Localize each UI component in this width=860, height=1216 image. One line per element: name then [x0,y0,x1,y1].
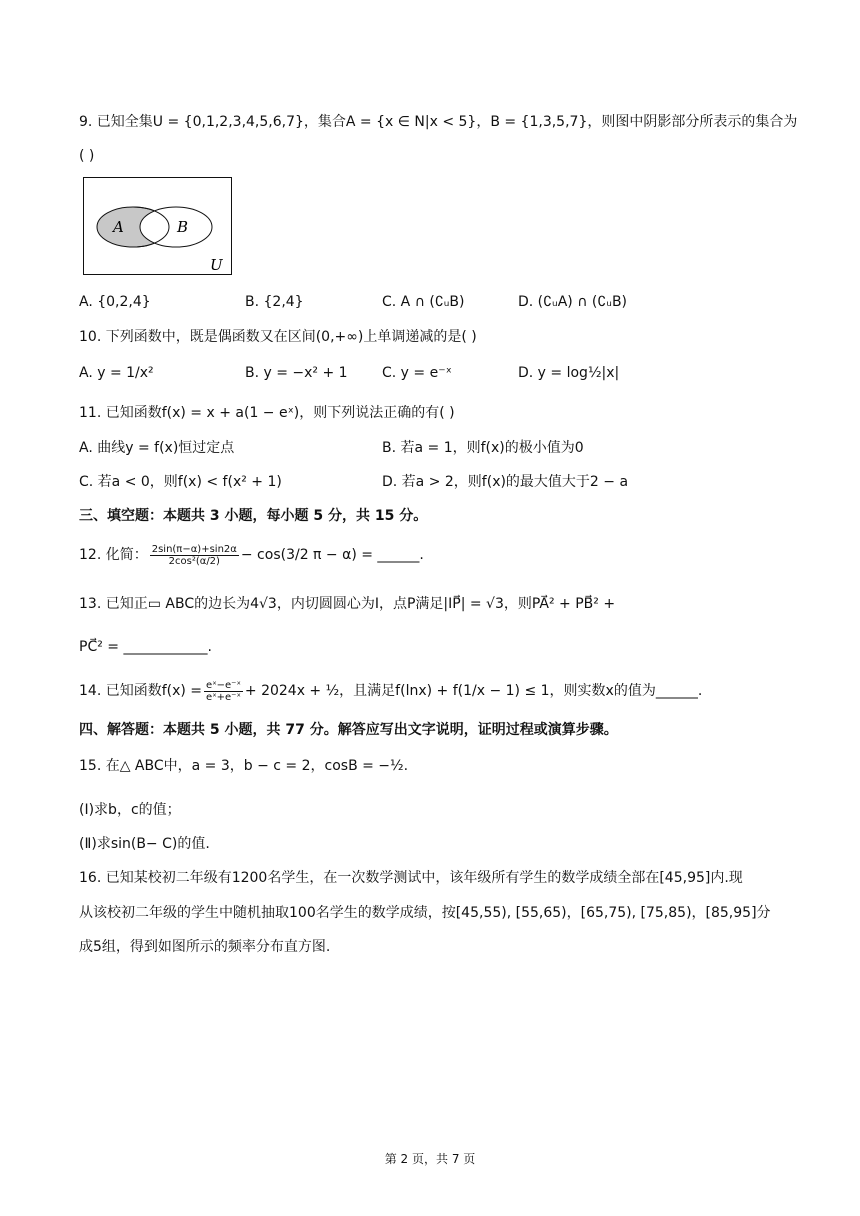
section-heading-solutions: 四、解答题：本题共 5 小题，共 77 分。解答应写出文字说明，证明过程或演算步骤。 [79,722,618,738]
section-heading-fill-in: 三、填空题：本题共 3 小题，每小题 5 分，共 15 分。 [79,508,428,524]
q10-option-a: A. y = 1/x² [79,365,154,381]
q16-line3: 成5组，得到如图所示的频率分布直方图. [79,939,331,955]
q9-option-d: D. (∁ᵤA) ∩ (∁ᵤB) [518,294,628,310]
q13-line2: PC⃗² = ____________. [79,639,212,655]
q9-option-c: C. A ∩ (∁ᵤB) [382,294,465,310]
q14-suffix: + 2024x + ½，且满足f(lnx) + f(1/x − 1) ≤ 1，则实数x的值为______. [244,683,703,699]
q15-part2: (Ⅱ)求sin(B− C)的值. [79,836,210,852]
q12-numerator: 2sin(π−α)+sin2α [151,543,237,555]
q11-stem: 11. 已知函数f(x) = x + a(1 − eˣ)，则下列说法正确的有( ) [79,405,455,421]
q16-line1: 16. 已知某校初二年级有1200名学生，在一次数学测试中，该年级所有学生的数学成绩全部在[45,95]内.现 [79,870,743,886]
q10-stem: 10. 下列函数中，既是偶函数又在区间(0,+∞)上单调递减的是( ) [79,329,477,345]
q11-option-c: C. 若a < 0，则f(x) < f(x² + 1) [79,474,282,490]
page-footer: 第 2 页，共 7 页 [384,1152,476,1166]
q9-stem-line1: 9. 已知全集U = {0,1,2,3,4,5,6,7}，集合A = {x ∈ N|x < 5}，B = {1,3,5,7}，则图中阴影部分所表示的集合为 [79,114,798,130]
q11-option-d: D. 若a > 2，则f(x)的最大值大于2 − a [382,474,629,490]
q16-line2: 从该校初二年级的学生中随机抽取100名学生的数学成绩，按[45,55), [55,65)，[65,75), [75,85)，[85,95]分 [79,905,771,921]
q14-line [79,676,702,706]
q10-option-c: C. y = e⁻ˣ [382,365,452,381]
venn-set-b [140,207,212,247]
q14-denominator: eˣ+e⁻ˣ [206,691,241,703]
q12-denominator: 2cos²(α/2) [168,555,220,567]
venn-label-b: B [177,218,189,236]
q10-option-d: D. y = log½|x| [518,365,620,381]
q11-option-b: B. 若a = 1，则f(x)的极小值为0 [382,440,584,456]
q9-option-a: A. {0,2,4} [79,294,151,310]
q14-numerator: eˣ−e⁻ˣ [206,679,241,691]
q12-suffix: − cos(3/2 π − α) = ______. [240,547,424,563]
q12-fraction [150,544,239,567]
q13-line1: 13. 已知正▭ ABC的边长为4√3，内切圆圆心为I，点P满足|IP⃗| = √3，则PA⃗² + PB⃗² + [79,596,616,612]
venn-diagram [83,177,233,275]
q14-prefix: 14. 已知函数f(x) = [79,683,203,699]
q9-option-b: B. {2,4} [245,294,304,310]
q15-stem: 15. 在△ ABC中，a = 3，b − c = 2，cosB = −½. [79,758,409,774]
q12-line [79,540,424,570]
q11-option-a: A. 曲线y = f(x)恒过定点 [79,440,235,456]
venn-label-a: A [113,218,124,236]
q10-option-b: B. y = −x² + 1 [245,365,348,381]
q12-prefix: 12. 化简： [79,547,148,563]
venn-label-u: U [210,256,223,274]
q9-stem-line2: ( ) [79,148,95,164]
q14-fraction [204,680,243,703]
q15-part1: (Ⅰ)求b，c的值； [79,802,181,818]
